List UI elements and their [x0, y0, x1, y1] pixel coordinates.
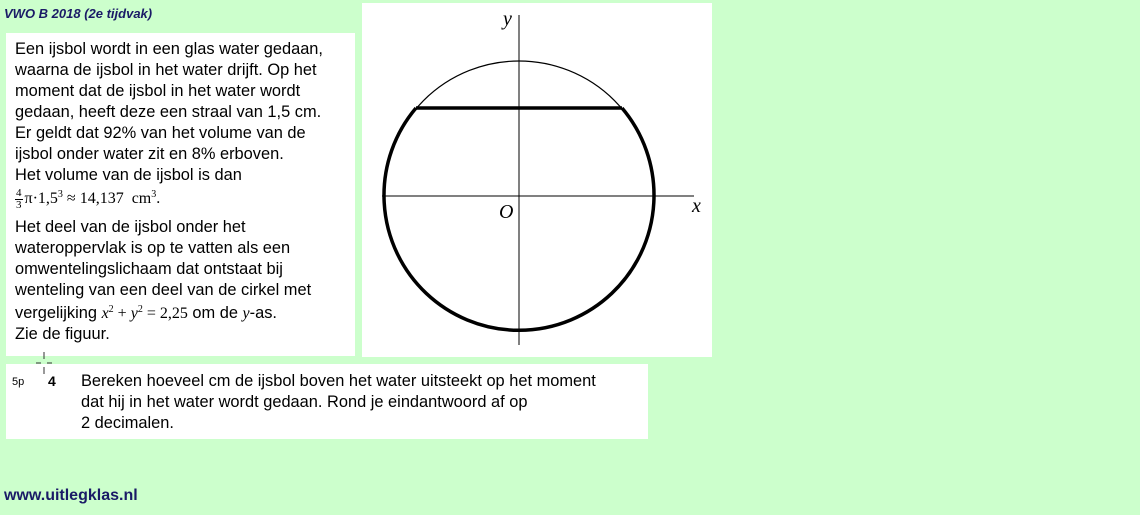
circle-equation-line: vergelijking $x^2 + y^2 = 2,25$ om de y-as. [15, 304, 277, 322]
origin-label: O [499, 201, 514, 223]
circle-diagram [362, 3, 712, 357]
problem-line: ijsbol onder water zit en 8% erboven. [15, 145, 284, 163]
problem-line: wenteling van een deel van de cirkel met [15, 281, 312, 299]
volume-formula: $\frac{4}{3}$ $\pi\cdot 1,5^3 \approx 14,137$ $cm^3$. [16, 187, 161, 211]
question-line: Bereken hoeveel cm de ijsbol boven het water uitsteekt op het moment [81, 372, 596, 390]
problem-line: Het volume van de ijsbol is dan [15, 166, 242, 184]
question-panel [6, 364, 648, 439]
circle-figure [362, 3, 712, 357]
question-number: 4 [48, 373, 56, 389]
problem-line: Een ijsbol wordt in een glas water gedaan, [15, 40, 323, 58]
y-axis-label: y [503, 8, 512, 30]
question-line: dat hij in het water wordt gedaan. Rond je eindantwoord af op [81, 393, 528, 411]
x-axis-label: x [692, 195, 701, 217]
exam-title: VWO B 2018 (2e tijdvak) [4, 6, 153, 21]
problem-text-panel [6, 33, 355, 356]
problem-line: Er geldt dat 92% van het volume van de [15, 124, 306, 142]
site-url-link[interactable]: www.uitlegklas.nl [4, 487, 138, 504]
problem-line: omwentelingslichaam dat ontstaat bij [15, 260, 283, 278]
crosshair-cursor-icon [36, 352, 52, 374]
problem-line: Zie de figuur. [15, 325, 110, 343]
problem-line: moment dat de ijsbol in het water wordt [15, 82, 301, 100]
question-line: 2 decimalen. [81, 414, 174, 432]
problem-line: wateroppervlak is op te vatten als een [15, 239, 291, 257]
problem-line: waarna de ijsbol in het water drijft. Op het [15, 61, 317, 79]
problem-line: gedaan, heeft deze een straal van 1,5 cm. [15, 103, 322, 121]
question-text [81, 371, 641, 434]
question-points: 5p [12, 376, 25, 388]
problem-line: Het deel van de ijsbol onder het [15, 218, 246, 236]
fraction: $\frac{4}{3}$ [16, 187, 22, 211]
